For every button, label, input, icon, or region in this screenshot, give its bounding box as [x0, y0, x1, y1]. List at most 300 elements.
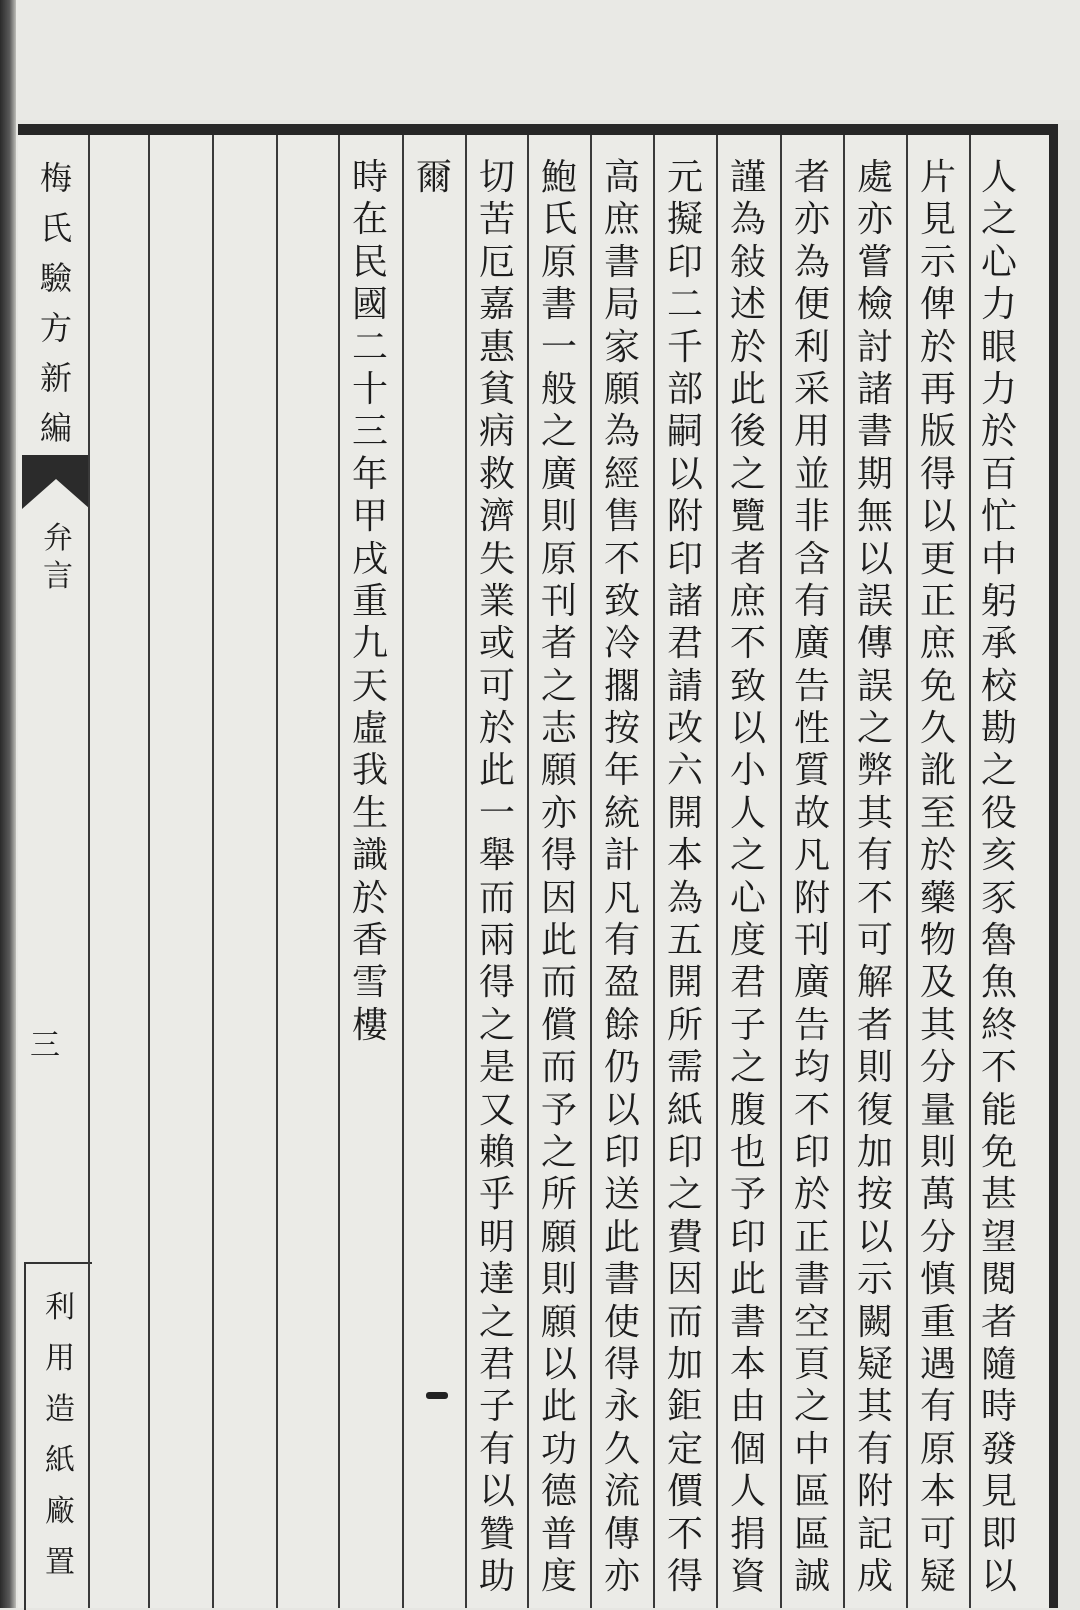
text-char: 般 [540, 368, 577, 410]
text-char: 凡 [603, 877, 640, 919]
text-char: 之 [793, 1386, 830, 1428]
text-char: 鮑 [540, 157, 577, 198]
text-char: 失 [478, 538, 515, 580]
text-char: 而 [540, 1047, 577, 1089]
text-char: 此 [729, 368, 766, 410]
text-char: 再 [919, 368, 956, 410]
title-char: 梅 [39, 159, 72, 197]
text-char: 識 [351, 835, 388, 877]
text-char: 無 [856, 496, 893, 538]
text-char: 乎 [478, 1174, 515, 1216]
text-char: 助 [478, 1555, 515, 1597]
text-char: 濟 [478, 496, 515, 538]
text-char: 利 [793, 326, 830, 368]
text-char: 嗣 [666, 411, 703, 453]
text-char: 使 [603, 1301, 640, 1343]
text-char: 流 [603, 1471, 640, 1513]
publisher-char: 紙 [45, 1443, 75, 1478]
text-char: 以 [603, 1089, 640, 1131]
text-char: 之 [540, 665, 577, 707]
text-char: 書 [540, 284, 577, 326]
text-char: 願 [540, 1301, 577, 1343]
text-char: 售 [603, 496, 640, 538]
text-char: 戌 [351, 538, 388, 580]
text-char: 原 [540, 241, 577, 283]
text-char: 德 [540, 1471, 577, 1513]
text-char: 高 [603, 157, 640, 198]
text-char: 告 [793, 665, 830, 707]
text-char: 願 [540, 1216, 577, 1258]
text-char: 有 [793, 580, 830, 622]
text-char: 紙 [666, 1089, 703, 1131]
text-char: 此 [540, 920, 577, 962]
text-char: 於 [351, 877, 388, 919]
text-char: 示 [919, 241, 956, 283]
text-char: 空 [793, 1301, 830, 1343]
text-char: 統 [603, 792, 640, 834]
text-char: 均 [793, 1047, 830, 1089]
text-char: 誤 [856, 665, 893, 707]
text-char: 捐 [729, 1513, 766, 1555]
text-char: 救 [478, 453, 515, 495]
text-char: 檢 [856, 284, 893, 326]
text-char: 明 [478, 1216, 515, 1258]
text-char: 加 [856, 1131, 893, 1173]
section-char: 言 [43, 559, 73, 594]
text-char: 年 [603, 750, 640, 792]
text-char: 不 [793, 1089, 830, 1131]
text-char: 後 [729, 411, 766, 453]
text-char: 期 [856, 453, 893, 495]
text-char: 或 [478, 623, 515, 665]
text-char: 得 [603, 1343, 640, 1385]
section-label [38, 520, 78, 596]
text-char: 病 [478, 411, 515, 453]
text-char: 於 [729, 326, 766, 368]
title-char: 驗 [39, 259, 72, 297]
page-number: 三 [30, 1028, 60, 1063]
text-char: 功 [540, 1428, 577, 1470]
text-char: 因 [540, 877, 577, 919]
text-char: 國 [351, 284, 388, 326]
text-char: 得 [540, 835, 577, 877]
text-char: 則 [919, 1131, 956, 1173]
text-char: 時 [351, 157, 388, 198]
book-title-vertical [32, 153, 80, 453]
text-char: 香 [351, 920, 388, 962]
text-char: 本 [729, 1343, 766, 1385]
top-page-margin [16, 0, 1080, 120]
text-char: 君 [666, 623, 703, 665]
text-char: 定 [666, 1428, 703, 1470]
text-char: 處 [856, 157, 893, 198]
text-char: 心 [729, 877, 766, 919]
text-char: 凡 [793, 835, 830, 877]
text-char: 亥 [980, 835, 1017, 877]
text-char: 冷 [603, 623, 640, 665]
text-char: 以 [666, 453, 703, 495]
text-char: 加 [666, 1343, 703, 1385]
text-char: 印 [666, 1131, 703, 1173]
text-char: 按 [603, 708, 640, 750]
text-char: 償 [540, 1004, 577, 1046]
text-char: 弊 [856, 750, 893, 792]
text-char: 致 [729, 665, 766, 707]
text-char: 故 [793, 792, 830, 834]
section-char: 弁 [43, 521, 73, 556]
text-char: 五 [666, 920, 703, 962]
text-char: 久 [919, 708, 956, 750]
text-char: 者 [540, 623, 577, 665]
text-char: 普 [540, 1513, 577, 1555]
text-char: 達 [478, 1259, 515, 1301]
text-char: 本 [919, 1471, 956, 1513]
text-char: 其 [856, 792, 893, 834]
text-char: 惠 [478, 326, 515, 368]
text-char: 分 [919, 1047, 956, 1089]
text-char: 之 [729, 835, 766, 877]
text-char: 庶 [603, 199, 640, 241]
text-char: 永 [603, 1386, 640, 1428]
text-char: 附 [793, 877, 830, 919]
text-char: 討 [856, 326, 893, 368]
text-char: 重 [351, 580, 388, 622]
text-char: 書 [603, 241, 640, 283]
text-char: 書 [603, 1259, 640, 1301]
text-char: 按 [856, 1174, 893, 1216]
text-char: 其 [919, 1004, 956, 1046]
text-char: 見 [980, 1471, 1017, 1513]
text-char: 而 [540, 962, 577, 1004]
text-char: 校 [980, 665, 1017, 707]
text-char: 述 [729, 284, 766, 326]
text-char: 俾 [919, 284, 956, 326]
text-char: 久 [603, 1428, 640, 1470]
text-char: 人 [729, 1471, 766, 1513]
text-char: 忙 [980, 496, 1017, 538]
text-char: 廣 [540, 453, 577, 495]
text-char: 又 [478, 1089, 515, 1131]
text-char: 開 [666, 792, 703, 834]
text-char: 含 [793, 538, 830, 580]
text-char: 萬 [919, 1174, 956, 1216]
text-char: 魯 [980, 920, 1017, 962]
text-char: 躬 [980, 580, 1017, 622]
text-char: 書 [856, 411, 893, 453]
text-char: 便 [793, 284, 830, 326]
text-char: 有 [919, 1386, 956, 1428]
text-char: 我 [351, 750, 388, 792]
text-char: 擱 [603, 665, 640, 707]
text-char: 質 [793, 750, 830, 792]
text-char: 年 [351, 453, 388, 495]
text-char: 力 [980, 284, 1017, 326]
text-char: 庶 [729, 580, 766, 622]
text-char: 不 [603, 538, 640, 580]
text-char: 闕 [856, 1301, 893, 1343]
publisher-char: 廠 [45, 1494, 75, 1529]
text-char: 九 [351, 623, 388, 665]
text-char: 亦 [793, 199, 830, 241]
column-rule [276, 135, 278, 1608]
text-char: 價 [666, 1471, 703, 1513]
text-char: 盈 [603, 962, 640, 1004]
text-char: 於 [980, 411, 1017, 453]
text-char: 敍 [729, 241, 766, 283]
text-char: 爾 [415, 157, 452, 198]
text-char: 也 [729, 1131, 766, 1173]
book-gutter-shadow [0, 0, 16, 1608]
text-char: 發 [980, 1428, 1017, 1470]
text-char: 以 [856, 1216, 893, 1258]
text-char: 子 [729, 1004, 766, 1046]
text-char: 一 [540, 326, 577, 368]
text-column-8 [529, 135, 589, 1608]
text-column-4 [782, 135, 842, 1608]
text-char: 閱 [980, 1259, 1017, 1301]
publisher-char: 用 [45, 1341, 75, 1376]
text-char: 為 [603, 411, 640, 453]
text-char: 之 [729, 453, 766, 495]
text-char: 為 [666, 877, 703, 919]
text-char: 版 [919, 411, 956, 453]
text-char: 片 [919, 157, 956, 198]
text-char: 個 [729, 1428, 766, 1470]
text-char: 示 [856, 1259, 893, 1301]
text-char: 謹 [729, 157, 766, 198]
text-char: 此 [729, 1259, 766, 1301]
text-char: 之 [980, 199, 1017, 241]
text-char: 附 [856, 1471, 893, 1513]
text-char: 本 [666, 835, 703, 877]
text-char: 者 [856, 1004, 893, 1046]
text-column-5 [718, 135, 778, 1608]
text-char: 之 [540, 1131, 577, 1173]
text-char: 之 [478, 1004, 515, 1046]
text-char: 致 [603, 580, 640, 622]
text-char: 原 [540, 538, 577, 580]
text-column-7 [592, 135, 652, 1608]
text-char: 有 [478, 1428, 515, 1470]
text-char: 苦 [478, 199, 515, 241]
text-char: 部 [666, 368, 703, 410]
text-char: 經 [603, 453, 640, 495]
ink-mark [426, 1392, 448, 1399]
text-char: 願 [540, 750, 577, 792]
text-char: 印 [603, 1131, 640, 1173]
text-char: 中 [793, 1428, 830, 1470]
fish-tail-mark-icon [22, 455, 90, 509]
title-char: 編 [39, 409, 72, 447]
text-char: 亦 [603, 1555, 640, 1597]
text-char: 傳 [603, 1513, 640, 1555]
text-char: 費 [666, 1216, 703, 1258]
text-char: 嘗 [856, 241, 893, 283]
text-char: 役 [980, 792, 1017, 834]
text-char: 分 [919, 1216, 956, 1258]
text-column-6 [655, 135, 715, 1608]
text-char: 亦 [856, 199, 893, 241]
text-char: 由 [729, 1386, 766, 1428]
text-char: 因 [666, 1259, 703, 1301]
text-char: 局 [603, 284, 640, 326]
text-char: 家 [603, 326, 640, 368]
text-char: 見 [919, 199, 956, 241]
text-char: 可 [919, 1513, 956, 1555]
text-char: 可 [856, 920, 893, 962]
text-char: 百 [980, 453, 1017, 495]
text-char: 解 [856, 962, 893, 1004]
text-char: 切 [478, 157, 515, 198]
text-char: 得 [478, 962, 515, 1004]
text-char: 兩 [478, 920, 515, 962]
text-column-10 [404, 135, 464, 1608]
text-char: 生 [351, 792, 388, 834]
text-char: 度 [540, 1555, 577, 1597]
text-char: 則 [856, 1047, 893, 1089]
text-char: 慎 [919, 1259, 956, 1301]
text-char: 氏 [540, 199, 577, 241]
text-char: 區 [793, 1471, 830, 1513]
text-char: 腹 [729, 1089, 766, 1131]
text-char: 非 [793, 496, 830, 538]
text-char: 者 [729, 538, 766, 580]
text-char: 是 [478, 1047, 515, 1089]
text-char: 君 [729, 962, 766, 1004]
text-char: 民 [351, 241, 388, 283]
text-char: 度 [729, 920, 766, 962]
text-char: 而 [478, 877, 515, 919]
text-char: 予 [540, 1089, 577, 1131]
text-char: 以 [980, 1555, 1017, 1597]
text-char: 更 [919, 538, 956, 580]
text-char: 有 [856, 835, 893, 877]
text-char: 有 [856, 1428, 893, 1470]
text-char: 嘉 [478, 284, 515, 326]
text-column-1 [971, 135, 1027, 1608]
text-char: 於 [919, 326, 956, 368]
text-char: 至 [919, 792, 956, 834]
text-char: 所 [666, 1004, 703, 1046]
text-char: 正 [793, 1216, 830, 1258]
text-char: 可 [478, 665, 515, 707]
text-char: 心 [980, 241, 1017, 283]
text-char: 此 [603, 1216, 640, 1258]
text-char: 魚 [980, 962, 1017, 1004]
text-char: 之 [540, 411, 577, 453]
text-char: 性 [793, 708, 830, 750]
publisher-char: 造 [45, 1392, 75, 1427]
text-char: 計 [603, 835, 640, 877]
text-char: 重 [919, 1301, 956, 1343]
text-char: 小 [729, 750, 766, 792]
text-char: 原 [919, 1428, 956, 1470]
text-char: 十 [351, 368, 388, 410]
text-char: 所 [540, 1174, 577, 1216]
text-char: 亦 [540, 792, 577, 834]
text-char: 誤 [856, 580, 893, 622]
text-char: 資 [729, 1555, 766, 1597]
title-char: 氏 [39, 209, 72, 247]
text-char: 則 [540, 1259, 577, 1301]
text-char: 改 [666, 708, 703, 750]
text-char: 成 [856, 1555, 893, 1597]
text-char: 望 [980, 1216, 1017, 1258]
text-char: 為 [729, 199, 766, 241]
text-char: 千 [666, 326, 703, 368]
text-char: 一 [478, 792, 515, 834]
text-char: 傳 [856, 623, 893, 665]
text-char: 區 [793, 1513, 830, 1555]
text-char: 貧 [478, 368, 515, 410]
text-char: 藥 [919, 877, 956, 919]
text-char: 此 [478, 750, 515, 792]
text-char: 賴 [478, 1131, 515, 1173]
text-char: 即 [980, 1513, 1017, 1555]
text-char: 諸 [856, 368, 893, 410]
text-char: 仍 [603, 1047, 640, 1089]
text-char: 量 [919, 1089, 956, 1131]
text-char: 以 [478, 1471, 515, 1513]
text-char: 之 [980, 750, 1017, 792]
text-char: 厄 [478, 241, 515, 283]
text-char: 不 [729, 623, 766, 665]
text-char: 不 [980, 1047, 1017, 1089]
text-char: 其 [856, 1386, 893, 1428]
text-char: 諸 [666, 580, 703, 622]
text-char: 能 [980, 1089, 1017, 1131]
text-char: 此 [540, 1386, 577, 1428]
text-char: 疑 [856, 1343, 893, 1385]
text-char: 免 [980, 1131, 1017, 1173]
text-char: 力 [980, 368, 1017, 410]
text-char: 於 [919, 835, 956, 877]
text-char: 願 [603, 368, 640, 410]
publisher-imprint [38, 1282, 82, 1588]
text-char: 以 [729, 708, 766, 750]
text-char: 書 [729, 1301, 766, 1343]
text-column-9 [467, 135, 527, 1608]
text-char: 覽 [729, 496, 766, 538]
text-char: 甚 [980, 1174, 1017, 1216]
text-char: 廣 [793, 962, 830, 1004]
text-char: 印 [666, 241, 703, 283]
text-char: 及 [919, 962, 956, 1004]
text-char: 復 [856, 1089, 893, 1131]
text-char: 告 [793, 1004, 830, 1046]
text-char: 三 [351, 411, 388, 453]
text-char: 以 [540, 1343, 577, 1385]
text-char: 擬 [666, 199, 703, 241]
text-char: 庶 [919, 623, 956, 665]
text-char: 廣 [793, 623, 830, 665]
text-char: 人 [980, 157, 1017, 198]
text-char: 元 [666, 157, 703, 198]
text-char: 以 [856, 538, 893, 580]
text-char: 之 [729, 1047, 766, 1089]
text-char: 采 [793, 368, 830, 410]
text-char: 舉 [478, 835, 515, 877]
text-char: 遇 [919, 1343, 956, 1385]
text-char: 隨 [980, 1343, 1017, 1385]
text-char: 記 [856, 1513, 893, 1555]
title-char: 新 [39, 359, 72, 397]
text-char: 不 [666, 1513, 703, 1555]
text-char: 承 [980, 623, 1017, 665]
column-rule [148, 135, 150, 1608]
text-char: 誠 [793, 1555, 830, 1597]
text-char: 書 [793, 1259, 830, 1301]
